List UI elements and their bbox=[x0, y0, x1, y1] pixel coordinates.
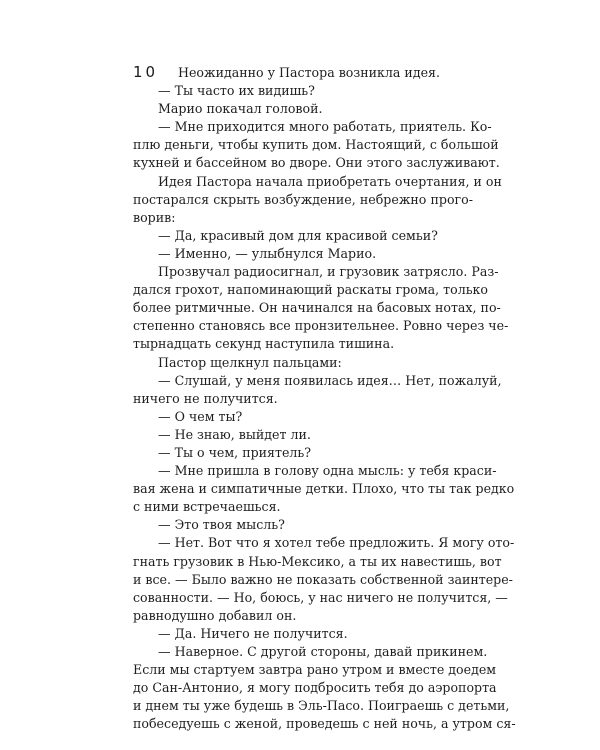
text-line: вая жена и симпатичные детки. Плохо, что ты так редко bbox=[133, 481, 515, 497]
text-line: сованности. — Но, боюсь, у нас ничего не получится, — bbox=[133, 589, 508, 605]
text-line: ворив: bbox=[133, 209, 176, 225]
text-line: Идея Пастора начала приобретать очертания, и он bbox=[158, 173, 502, 189]
text-line: Если мы стартуем завтра рано утром и вместе доедем bbox=[133, 662, 497, 678]
text-line: Марио покачал головой. bbox=[158, 101, 323, 117]
text-line: — Нет. Вот что я хотел тебе предложить. Я могу ото- bbox=[158, 535, 515, 551]
text-line: — Слушай, у меня появилась идея… Нет, пожалуй, bbox=[158, 372, 502, 388]
text-line: и все. — Было важно не показать собственной заинтере- bbox=[133, 571, 513, 587]
text-line: ничего не получится. bbox=[133, 390, 278, 406]
text-line: — Ты часто их видишь? bbox=[158, 83, 315, 99]
text-line: — Именно, — улыбнулся Марио. bbox=[158, 245, 377, 261]
text-line: Неожиданно у Пастора возникла идея. bbox=[178, 65, 440, 80]
text-line: Пастор щелкнул пальцами: bbox=[158, 354, 342, 370]
text-line: — Ты о чем, приятель? bbox=[158, 444, 312, 460]
text-line: плю деньги, чтобы купить дом. Настоящий, с большой bbox=[133, 137, 499, 153]
text-line: степенно становясь все пронзительнее. Ровно через че- bbox=[133, 318, 509, 334]
text-line: тырнадцать секунд наступила тишина. bbox=[133, 336, 395, 352]
text-line: побеседуешь с женой, проведешь с ней ночь, а утром ся- bbox=[133, 716, 516, 732]
text-line: Прозвучал радиосигнал, и грузовик затрясло. Раз- bbox=[158, 264, 499, 280]
text-line: — Мне пришла в голову одна мысль: у тебя краси- bbox=[158, 463, 497, 479]
text-line: и днем ты уже будешь в Эль-Пасо. Поиграешь с детьми, bbox=[133, 698, 510, 714]
text-line: — Не знаю, выйдет ли. bbox=[158, 426, 311, 442]
text-line: постарался скрыть возбуждение, небрежно прого- bbox=[133, 191, 473, 207]
text-line: — О чем ты? bbox=[158, 408, 243, 424]
body-text bbox=[133, 64, 516, 733]
text-line: более ритмичные. Он начинался на басовых нотах, по- bbox=[133, 300, 501, 316]
text-line: с ними встречаешься. bbox=[133, 499, 281, 515]
page-number: 10 bbox=[133, 63, 159, 81]
text-line: — Да, красивый дом для красивой семьи? bbox=[158, 227, 438, 243]
text-line: кухней и бассейном во дворе. Они этого заслуживают. bbox=[133, 155, 500, 171]
text-line: равнодушно добавил он. bbox=[133, 607, 297, 623]
text-line: — Мне приходится много работать, приятель. Ко- bbox=[158, 119, 492, 135]
text-line: — Это твоя мысль? bbox=[158, 517, 285, 533]
text-line: — Наверное. С другой стороны, давай прикинем. bbox=[158, 644, 488, 659]
text-line: гнать грузовик в Нью-Мексико, а ты их навестишь, вот bbox=[133, 553, 502, 569]
text-line: дался грохот, напоминающий раскаты грома, только bbox=[133, 282, 489, 298]
text-line: до Сан-Антонио, я могу подбросить тебя до аэропорта bbox=[133, 680, 497, 696]
text-line: — Да. Ничего не получится. bbox=[158, 625, 348, 641]
